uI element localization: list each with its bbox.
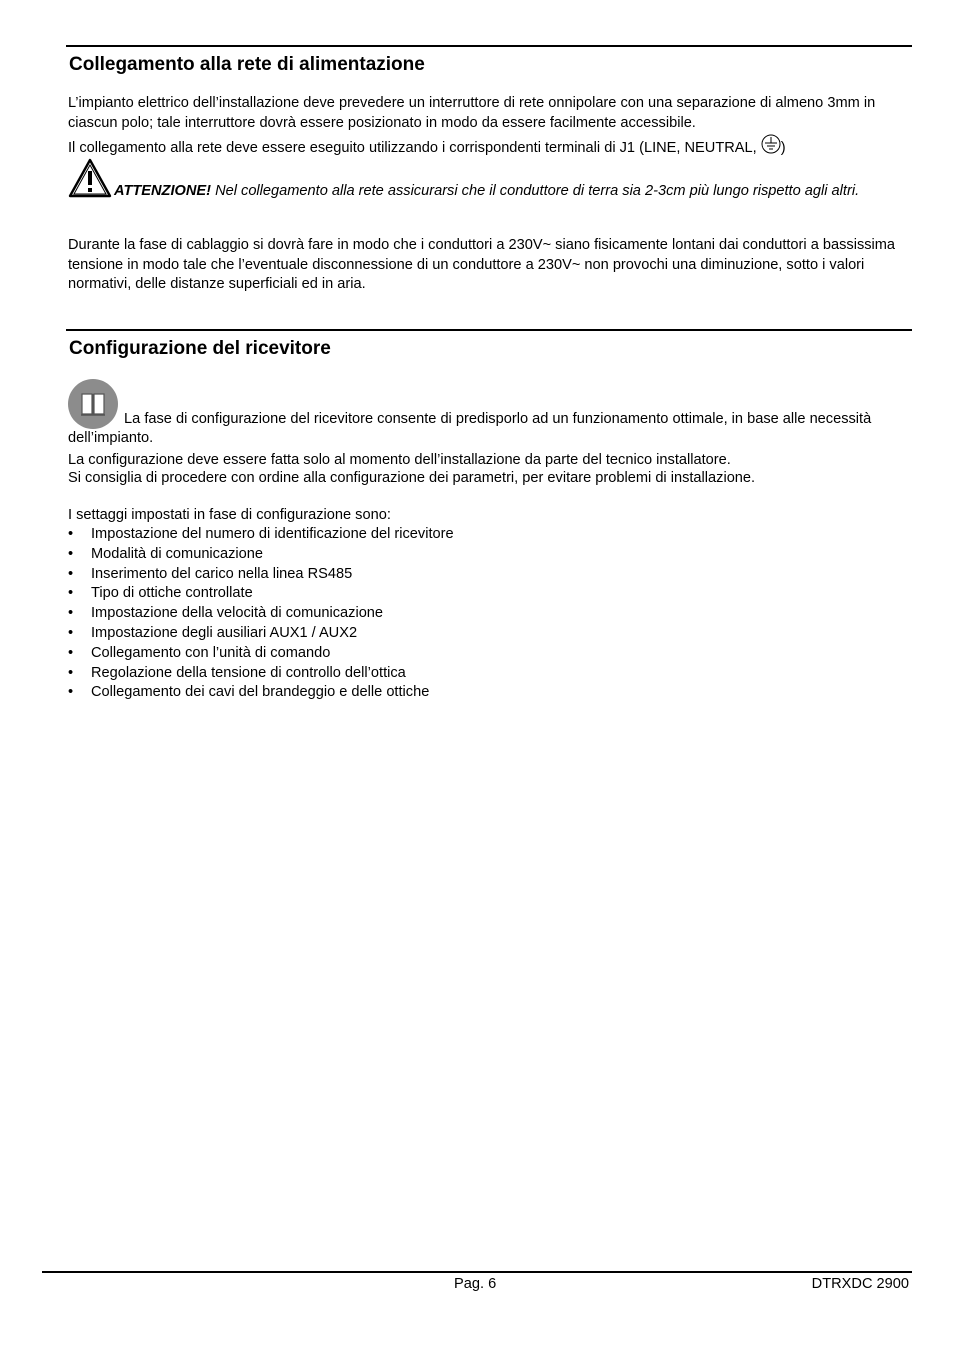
list-item: • Impostazione della velocità di comunicazione <box>68 604 454 624</box>
list-item: • Regolazione della tensione di controllo dell’ottica <box>68 664 454 684</box>
list-item: • Inserimento del carico nella linea RS485 <box>68 565 454 585</box>
paragraph-terminals <box>68 134 908 160</box>
list-item: • Impostazione del numero di identificazione del ricevitore <box>68 525 454 545</box>
list-item: • Collegamento con l’unità di comando <box>68 644 454 664</box>
list-item: • Tipo di ottiche controllate <box>68 584 454 604</box>
page-number: Pag. 6 <box>454 1276 497 1292</box>
paragraph-wiring: Durante la fase di cablaggio si dovrà fare in modo che i conduttori a 230V~ siano fisicamente lontani dai conduttori a bassissima tensione in modo tale che l’eventuale disconnessione di un conduttore a 230V~ non provochi una diminuzione, sotto i valori normativi, delle distanze superficiali ed in aria. <box>68 237 896 292</box>
terminals-text: Il collegamento alla rete deve essere eseguito utilizzando i corrispondenti terminali di J1 (LINE, NEUTRAL, <box>68 140 757 156</box>
section-title-config: Configurazione del ricevitore <box>69 338 331 359</box>
warning-label: ATTENZIONE! <box>114 183 212 199</box>
paragraph-power-switch: L’impianto elettrico dell’installazione deve prevedere un interruttore di rete onnipolare con una separazione di almeno 3mm in ciascun polo; tale interruttore dovrà essere posizionato in modo da essere facilmente accessibile. <box>68 95 876 131</box>
section-rule-config <box>66 329 912 331</box>
list-intro: I settaggi impostati in fase di configurazione sono: <box>68 507 391 523</box>
paragraph-config-intro <box>68 379 908 448</box>
ground-symbol-icon <box>761 134 781 154</box>
paragraph-config-order: Si consiglia di procedere con ordine alla configurazione dei parametri, per evitare problemi di installazione. <box>68 470 756 486</box>
warning-triangle-icon <box>68 158 112 198</box>
warning-text: Nel collegamento alla rete assicurarsi che il conduttore di terra sia 2-3cm più lungo rispetto agli altri. <box>211 183 860 199</box>
list-item: • Modalità di comunicazione <box>68 545 454 565</box>
config-intro-text: La fase di configurazione del ricevitore consente di predisporlo ad un funzionamento ottimale, in base alle necessità dell’impianto. <box>68 411 872 446</box>
list-item: • Collegamento dei cavi del brandeggio e delle ottiche <box>68 683 454 703</box>
book-icon <box>68 379 118 429</box>
footer-rule <box>42 1271 912 1273</box>
section-rule-top <box>66 45 912 47</box>
document-code: DTRXDC 2900 <box>811 1276 909 1292</box>
section-title-power: Collegamento alla rete di alimentazione <box>69 54 425 75</box>
warning-note <box>68 158 908 201</box>
list-item: • Impostazione degli ausiliari AUX1 / AUX2 <box>68 624 454 644</box>
terminals-close: ) <box>780 140 786 156</box>
settings-list <box>68 525 454 703</box>
paragraph-config-when: La configurazione deve essere fatta solo al momento dell’installazione da parte del tecnico installatore. <box>68 452 731 468</box>
